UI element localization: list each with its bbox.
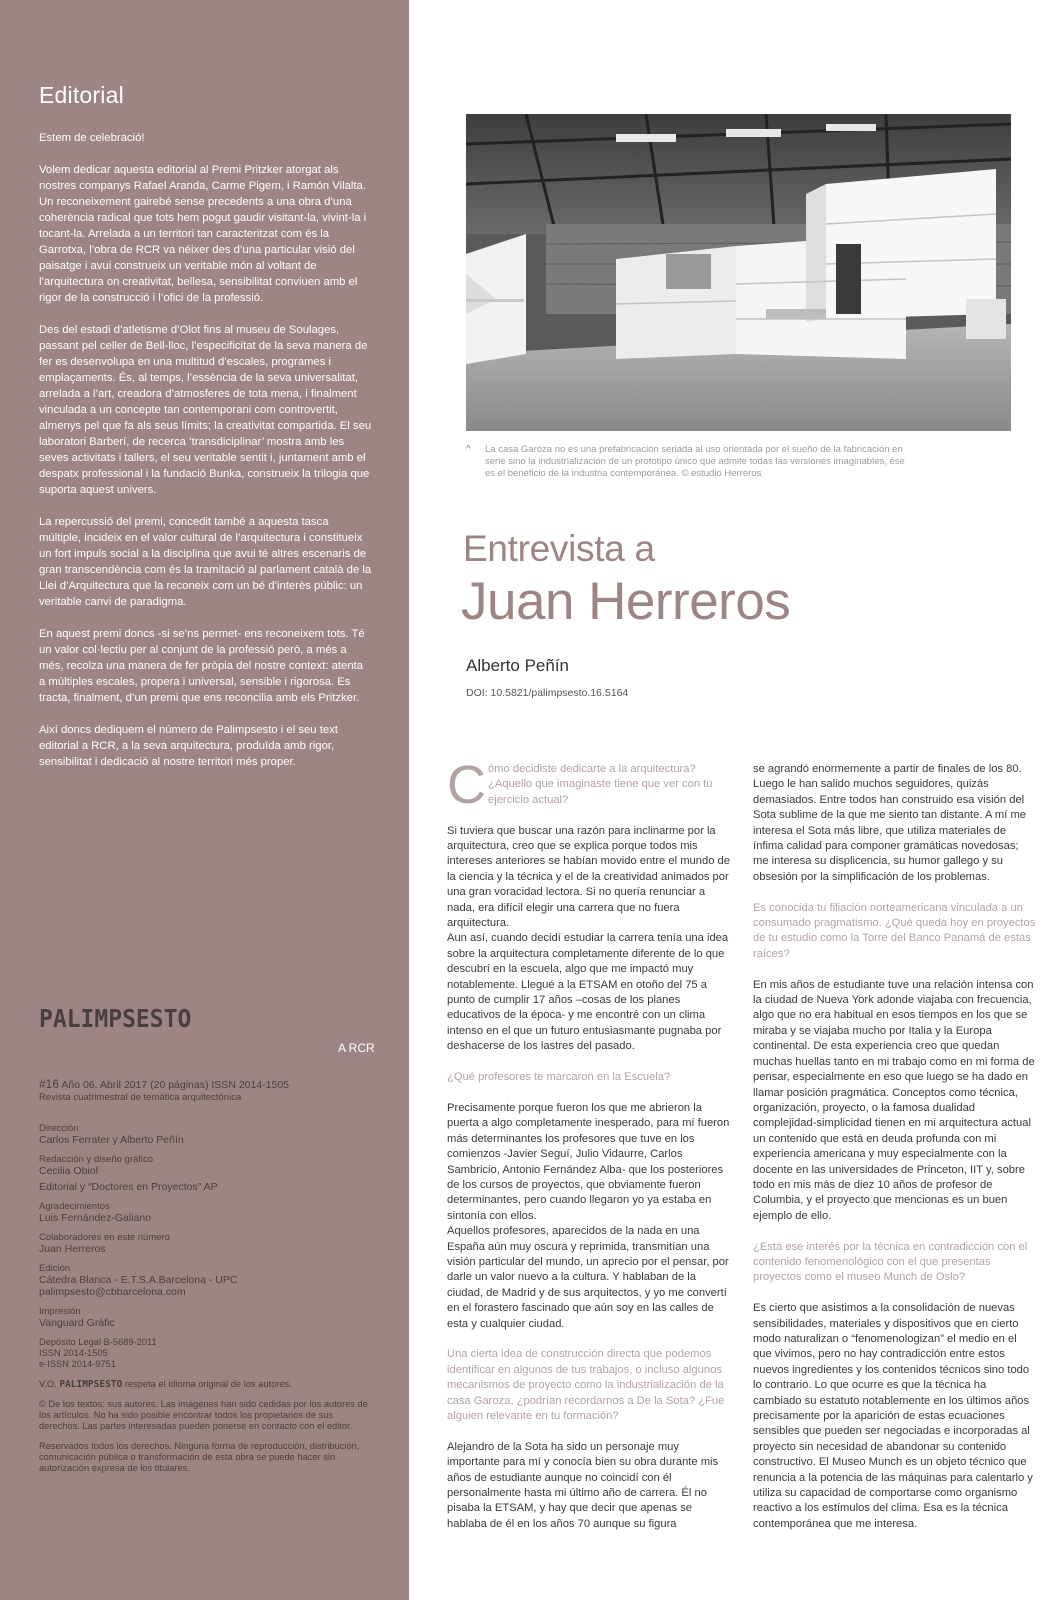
photo-caption xyxy=(466,444,906,480)
question-text: ómo decidiste dedicarte a la arquitectura? ¿Aquello que imaginaste tiene que ver con tu ejercicio actual? xyxy=(488,763,713,806)
interview-answer: Precisamente porque fueron los que me abrieron la puerta a algo completamente inesperado, para mí fueron más determinantes los profesores que tuve en los comienzos -Javier Seguí, Julio Vidaurre, Carlos Sambricio, Antonio Fernández Alba- que los posteriores de los cursos de proyectos, que obviamente fueron determinantes, pero cuando llegaron yo ya estaba en sintonía con ellos. xyxy=(447,1101,730,1222)
credit-entry xyxy=(39,1232,374,1255)
credit-value: Cátedra Blanca - E.T.S.A.Barcelona - UPC xyxy=(39,1274,238,1286)
credit-entry xyxy=(39,1306,374,1329)
vo-logo: PALIMPSESTO xyxy=(59,1379,123,1390)
palimpsesto-logo: PALIMPSESTO xyxy=(39,1004,192,1033)
caption-text: La casa Garoza no es una prefabricación seriada al uso orientada por el sueño de la fabricación en serie sino la industrialización de un prototipo único que admite todas las versiones imaginables, ése es el beneficio de la industria contemporánea. © estudio Herreros xyxy=(485,444,905,479)
credit-label: Edición xyxy=(39,1263,71,1274)
credit-entry xyxy=(39,1181,374,1193)
editorial-body xyxy=(39,130,372,786)
interview-answer: se agrandó enormemente a partir de finales de los 80. Luego le han salido muchos seguidores, quizás demasiados. Entre todos han construido esa visión del Sota sublime de la que me siento tan distante. A mí me interesa el Sota más libre, que utiliza materiales de ínfima calidad para componer gramáticas novedosas; me interesa su displicencia, su humor gallego y su obsesión por la simplificación de los problemas. xyxy=(753,763,1027,883)
interview-answer: Alejandro de la Sota ha sido un personaje muy importante para mí y conocía bien su obra durante mis años de estudiante aunque no coincidí con él personalmente hasta mi último año de carrera. Él no pisaba la ETSAM, y hay que decir que apenas se hablaba de él en los años 70 aunque su figura xyxy=(447,1440,719,1530)
credit-email: palimpsesto@cbbarcelona.com xyxy=(39,1286,186,1298)
editorial-title: Editorial xyxy=(39,82,124,108)
interview-question: ¿Está ese interés por la técnica en contradicción con el contenido fenomenológico con el que presentas proyectos como el museo Munch de Oslo? xyxy=(753,1240,1028,1284)
article-column-2 xyxy=(753,762,1037,1548)
interview-answer: Es cierto que asistimos a la consolidación de nuevas sensibilidades, materiales y dispositivos que en cierto modo naturalizan o “fenomenologizan” el medio en el que vivimos, pero no hay contradicción entre estos nuevos ingredientes y los contenidos técnicos sino todo lo contrario. Lo que ocurre es que la técnica ha cambiado su estatuto notablemente en los últimos años precisamente por la aparición de estas ecuaciones sensibles que pueden ser negociadas e incorporadas al proyecto sin necesidad de abandonar su contenido constructivo. El Museo Munch es un objeto técnico que renuncia a la potencia de las máquinas para calentarlo y utiliza su capacidad de comportarse como organismo reactivo a los estímulos del clima. Esa es la técnica contemporánea que me interesa. xyxy=(753,1302,1033,1530)
dropcap: C xyxy=(447,755,486,815)
credit-entry xyxy=(39,1123,374,1146)
article-column-1 xyxy=(447,755,730,1548)
credit-value: Juan Herreros xyxy=(39,1243,106,1255)
legal-deposit: Depósito Legal B-5689-2011 xyxy=(39,1337,157,1347)
credit-label: Agradecimientos xyxy=(39,1201,110,1212)
credit-entry xyxy=(39,1201,374,1224)
credit-entry xyxy=(39,1286,374,1298)
vo-text: respeta el idioma original de los autores. xyxy=(122,1379,292,1389)
credit-value: Carlos Ferrater y Alberto Peñín xyxy=(39,1134,184,1146)
interview-question: ¿Qué profesores te marcaron en la Escuela? xyxy=(447,1071,671,1084)
issue-subtitle: Revista cuatrimestral de temática arquitectónica xyxy=(39,1092,242,1103)
credit-label: Redacción y diseño gráfico xyxy=(39,1154,154,1165)
credits xyxy=(39,1123,374,1483)
article-author: Alberto Peñín xyxy=(466,656,570,675)
credit-entry xyxy=(39,1154,374,1177)
interview-answer: Aquellos profesores, aparecidos de la nada en una España aún muy oscura y reprimida, transmitían una visión particular del mundo, un aprecio por el pensar, por darle un valor nuevo a la cultura. Y hablaban de la ciudad, de Madrid y de sus arquitectos, y yo me convertí en el forastero fascinado que aún soy en las calles de esta y cualquier ciudad. xyxy=(447,1225,729,1330)
credit-entry xyxy=(39,1263,374,1286)
credit-value: Vanguard Gràfic xyxy=(39,1317,115,1329)
issue-details: Año 06. Abril 2017 (20 páginas) ISSN 2014-1505 xyxy=(59,1079,290,1091)
rights-note: © De los textos: sus autores. Las imágenes han sido cedidas por los autores de los artículos. No ha sido posible encontrar todos los propietarios de sus derechos. Las partes interesadas pueden ponerse en contacto con el editor. xyxy=(39,1399,368,1431)
interview-question xyxy=(447,755,730,815)
issue-info xyxy=(39,1078,374,1104)
vo-note xyxy=(39,1379,374,1390)
credit-value: Cecilia Obiol xyxy=(39,1165,98,1177)
interview-question: Una cierta idea de construcción directa que podemos identificar en algunos de tus trabajos, o incluso algunos mecanismos de proyecto como la industrialización de la casa Garoza, ¿podrían recordarnos a De la Sota? ¿Fue alguien relevante en tu formación? xyxy=(447,1348,725,1422)
editorial-paragraph: La repercussió del premi, concedit també a aquesta tasca múltiple, incideix en el valor cultural de l’arquitectura i constitueix un fort impuls social a la disciplina que avui té altres escenaris de gran transcendència com és la tramitació al parlament català de la Llei d’Arquitectura que la reconeix com un bé d’interès públic: un veritable canvi de paradigma. xyxy=(39,516,372,608)
credit-value: Luis Fernández-Galiano xyxy=(39,1212,152,1224)
article-title-line2: Juan Herreros xyxy=(461,572,791,631)
editorial-paragraph: Volem dedicar aquesta editorial al Premi Pritzker atorgat als nostres companys Rafael Aranda, Carme Pigem, i Ramón Vilalta. Un reconeixement gairebé sense precedents a una obra d’una coherència radical que tots hem pogut gaudir visitant-la, vivint-la i tocant-la. Arrelada a un territori tan caracteritzat com és la Garrotxa, l’obra de RCR va néixer des d’una particular visió del paisatge i avui construeix un veritable món al voltant de l’arquitectura on creativitat, bellesa, sensibilitat conviuen amb el rigor de la construcció i l’ofici de la professió. xyxy=(39,164,367,304)
credit-label: Colaboradores en este número xyxy=(39,1232,170,1243)
editorial-paragraph: Així doncs dediquem el número de Palimpsesto i el seu text editorial a RCR, a la seva arquitectura, produïda amb rigor, sensibilitat i dedicació al nostre territori més proper. xyxy=(39,724,338,768)
legal-info xyxy=(39,1337,374,1370)
interview-answer: En mis años de estudiante tuve una relación intensa con la ciudad de Nueva York adonde viajaba con frecuencia, algo que no era habitual en esos tiempos en los que se miraba y se viajaba mucho por Italia y la Europa continental. De esta experiencia creo que quedan muchas huellas tanto en mi trabajo como en mi forma de pensar, especialmente en eso que luego se ha dado en llamar posición pragmática. Conceptos como técnica, organización, proyecto, o la famosa dualidad complejidad-simplicidad tienen en mi arquitectura actual un contenido que está en deuda profunda con mi experiencia americana y muy especialmente con la docente en las universidades de Princeton, IIT y, sobre todo en mis más de diez 10 años de profesor de Columbia, y el proyecto que mencionas es un buen ejemplo de ello. xyxy=(753,978,1035,1222)
editorial-paragraph: Des del estadi d’atletisme d’Olot fins al museu de Soulages, passant pel celler de Bell-lloc, l’especificitat de la seva manera de fer es desenvolupa en una multitud d’escales, programes i emplaçaments. És, al temps, l’essència de la seva universalitat, arrelada a l’art, creadora d’atmosferes de tota mena, i finalment vinculada a un concepte tan contemporani com controvertit, almenys pel que fa als seus límits; la creativitat compartida. El seu laboratori Barberí, de recerca ‘transdiciplinar’ mostra amb les seves activitats i tallers, el seu veritable sentit i, juntament amb el despatx professional i la fundació Bunka, construeix la trilogia que suporta aquest univers. xyxy=(39,324,372,496)
photo-casa-garoza xyxy=(466,114,1011,431)
caption-arrow-icon: ^ xyxy=(466,444,471,455)
issn: ISSN 2014-1505 xyxy=(39,1348,108,1358)
rights-reserved: Reservados todos los derechos. Ninguna forma de reproducción, distribución, comunicación pública o transformación de esta obra se puede hacer sin autorización expresa de los titulares. xyxy=(39,1441,360,1473)
article-title-line1: Entrevista a xyxy=(463,528,655,569)
eissn: e-ISSN 2014-9751 xyxy=(39,1359,117,1369)
article-doi: DOI: 10.5821/palimpsesto.16.5164 xyxy=(466,687,629,699)
credit-value: Editorial y “Doctores en Proyectos” AP xyxy=(39,1181,218,1193)
interview-question: Es conocida tu filiación norteamericana vinculada a un consumado pragmatismo. ¿Qué queda hoy en proyectos de tu estudio como la Torre del Banco Panamá de estas raíces? xyxy=(753,901,1036,960)
dedication: A RCR xyxy=(338,1041,375,1055)
interview-answer: Si tuviera que buscar una razón para inclinarme por la arquitectura, creo que se explica porque todos mis intereses anteriores se habían movido entre el mundo de la ciencia y la técnica y el de la creatividad animados por una gran voracidad lectora. Si no quería renunciar a nada, era difícil elegir una carrera que no fuera arquitectura. xyxy=(447,824,730,930)
editorial-paragraph: En aquest premi doncs -si se’ns permet- ens reconeixem tots. Té un valor col·lectiu per al conjunt de la professió però, a més a més, recolza una manera de fer pròpia del nostre context: atenta a múltiples escales, propera i universal, sensible i rigorosa. Es tracta, finalment, d’un premi que ens reconcilia amb els Pritzker. xyxy=(39,628,365,704)
issue-number: #16 xyxy=(39,1077,60,1091)
vo-prefix: V.O. xyxy=(39,1379,60,1389)
editorial-paragraph: Estem de celebració! xyxy=(39,132,145,144)
credit-label: Impresión xyxy=(39,1306,81,1317)
credit-label: Dirección xyxy=(39,1123,79,1134)
editorial-sidebar xyxy=(0,0,409,1600)
interview-answer: Aun así, cuando decidí estudiar la carrera tenía una idea sobre la arquitectura completamente diferente de lo que descubrí en la escuela, algo que me impactó muy notablemente. Llegué a la ETSAM en otoño del 75 a punto de cumplir 17 años –cosas de los planes educativos de la época- y me encontré con un clima intenso en el que un futuro entusiasmante pugnaba por deshacerse de los lastres del pasado. xyxy=(447,932,729,1053)
